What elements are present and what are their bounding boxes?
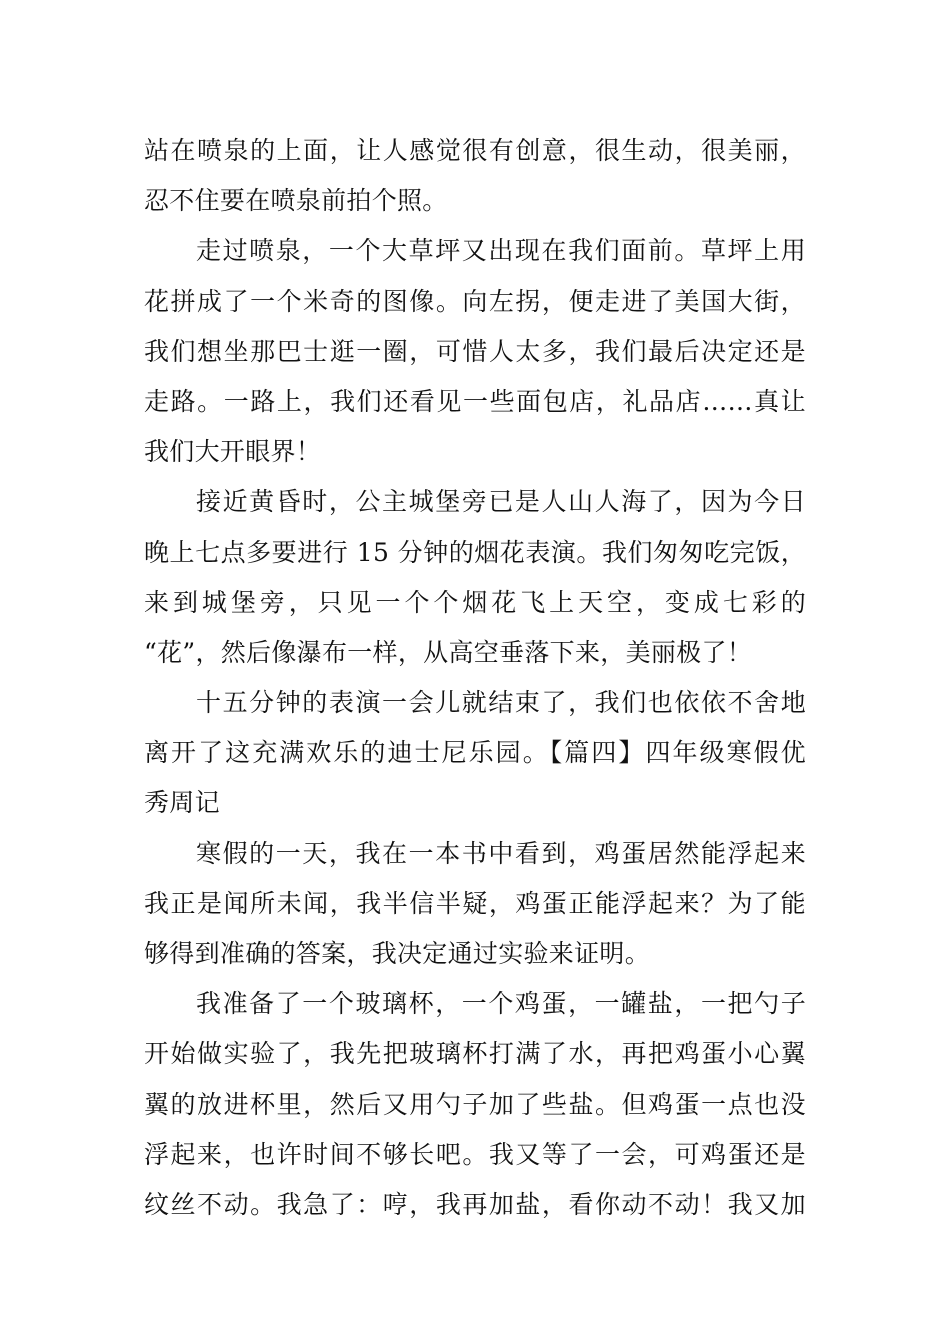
text-line: “花”，然后像瀑布一样，从高空垂落下来，美丽极了！: [144, 637, 753, 667]
text-line: 我们想坐那巴士逛一圈，可惜人太多，我们最后决定还是: [144, 336, 806, 366]
text-line: 走过喷泉，一个大草坪又出现在我们面前。草坪上用: [196, 236, 806, 266]
text-line: 够得到准确的答案，我决定通过实验来证明。: [144, 939, 651, 968]
text-line: 来到城堡旁，只见一个个烟花飞上天空，变成七彩的: [144, 587, 806, 617]
body-text: [144, 126, 806, 1230]
text-line: 浮起来，也许时间不够长吧。我又等了一会，可鸡蛋还是: [144, 1139, 806, 1169]
text-line: 我准备了一个玻璃杯，一个鸡蛋，一罐盐，一把勺子: [196, 989, 806, 1019]
text-line: 纹丝不动。我急了：哼，我再加盐，看你动不动！我又加: [144, 1189, 806, 1219]
text-line: 走路。一路上，我们还看见一些面包店，礼品店……真让: [144, 386, 806, 416]
text-line: 站在喷泉的上面，让人感觉很有创意，很生动，很美丽，: [144, 136, 806, 165]
text-line: 翼的放进杯里，然后又用勺子加了些盐。但鸡蛋一点也没: [144, 1089, 806, 1119]
text-line: 寒假的一天，我在一本书中看到，鸡蛋居然能浮起来: [196, 838, 806, 868]
text-line: 离开了这充满欢乐的迪士尼乐园。【篇四】四年级寒假优: [144, 738, 806, 768]
text-line: 开始做实验了，我先把玻璃杯打满了水，再把鸡蛋小心翼: [144, 1039, 806, 1069]
text-line: 晚上七点多要进行 15 分钟的烟花表演。我们匆匆吃完饭，: [144, 537, 806, 567]
text-line: 花拼成了一个米奇的图像。向左拐，便走进了美国大街，: [144, 286, 806, 316]
text-line: 我正是闻所未闻，我半信半疑，鸡蛋正能浮起来？为了能: [144, 888, 806, 918]
text-line: 接近黄昏时，公主城堡旁已是人山人海了，因为今日: [196, 487, 806, 517]
text-line: 秀周记: [144, 788, 220, 818]
text-line: 十五分钟的表演一会儿就结束了，我们也依依不舍地: [196, 688, 806, 718]
text-line: 我们大开眼界！: [144, 437, 322, 467]
text-line: 忍不住要在喷泉前拍个照。: [144, 186, 448, 216]
